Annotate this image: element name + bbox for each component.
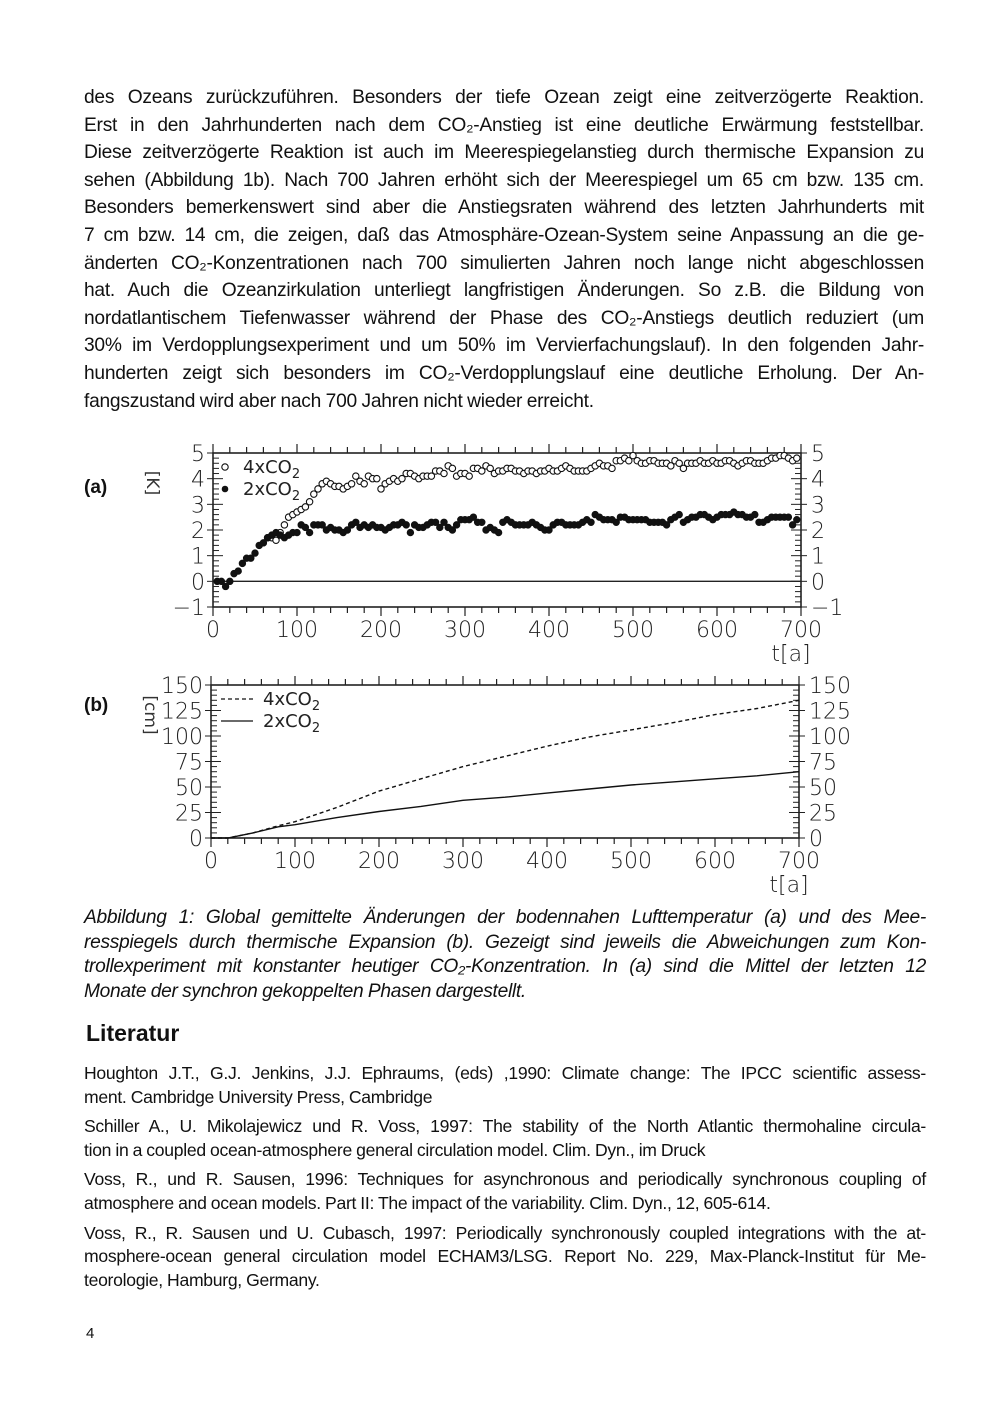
reference-line: teorologie, Hamburg, Germany.	[84, 1269, 320, 1290]
body-line: hunderten zeigt sich besonders im CO₂-Verdopplungslauf eine deutliche Erholung. Der An-	[84, 362, 924, 384]
reference-line: Schiller A., U. Mikolajewicz und R. Voss, 1997: The stability of the North Atlantic thermohaline circula-	[84, 1116, 926, 1137]
data-point-2xCO2	[479, 519, 486, 526]
data-point-2xCO2	[294, 529, 301, 536]
data-point-2xCO2	[588, 519, 595, 526]
data-point-4xCO2	[281, 522, 287, 528]
body-line: fangszustand wird aber nach 700 Jahren nicht wieder erreicht.	[84, 390, 594, 412]
y-tick-label-left: 75	[175, 750, 203, 776]
y-tick-label-left: 1	[191, 544, 205, 570]
body-line: Besonders bemerkenswert sind aber die Anstiegsraten während des letzten Jahrhunderts mit	[84, 197, 924, 219]
body-line: 30% im Verdopplungsexperiment und um 50% im Vervierfachungslauf). In den folgenden Jahr-	[84, 335, 924, 357]
body-line: nordatlantischem Tiefenwasser während der Phase des CO₂-Anstiegs deutlich reduziert (um	[84, 307, 924, 329]
legend-open-circle-icon	[222, 464, 228, 470]
data-point-2xCO2	[676, 511, 683, 518]
x-tick-label: 700	[778, 849, 820, 874]
reference-item	[84, 1115, 926, 1162]
page-number: 4	[86, 1325, 95, 1342]
reference-line: tion in a coupled ocean-atmosphere general circulation model. Clim. Dyn., im Druck	[84, 1139, 706, 1160]
data-point-2xCO2	[252, 550, 259, 557]
x-tick-label: 400	[526, 849, 568, 874]
x-tick-label: 500	[610, 849, 652, 874]
y-tick-label-left: 0	[189, 827, 203, 852]
y-tick-label-right: −1	[811, 596, 844, 621]
y-tick-label-right: 2	[811, 519, 825, 544]
y-tick-label-left: 0	[191, 570, 205, 596]
data-point-2xCO2	[235, 568, 242, 575]
body-line: änderten CO₂-Konzentrationen nach 700 simulierten Jahren noch lange nicht abgeschlossen	[84, 252, 924, 274]
y-tick-label-right: 25	[809, 801, 837, 827]
y-tick-label-right: 50	[809, 776, 837, 801]
x-tick-label: 400	[528, 618, 570, 643]
legend-filled-circle-icon	[222, 486, 229, 493]
y-tick-label-left: 2	[191, 519, 205, 544]
figure-plots	[0, 430, 1000, 900]
caption-line: trollexperiment mit konstanter heutiger CO₂-Konzentration. In (a) sind die Mittel der letzten 12	[84, 956, 926, 978]
data-point-4xCO2	[374, 475, 380, 481]
figure-1	[0, 430, 1000, 900]
caption-line: Monate der synchron gekoppelten Phasen dargestellt.	[84, 980, 526, 1002]
y-tick-label-right: 1	[811, 544, 825, 570]
panel-a-label: (a)	[84, 477, 108, 498]
x-tick-label: 600	[696, 618, 738, 643]
data-point-4xCO2	[794, 455, 800, 461]
data-point-2xCO2	[403, 522, 410, 529]
y-tick-label-left: −1	[172, 596, 205, 621]
x-tick-label: 100	[276, 618, 318, 643]
caption-line: resspiegels durch thermische Expansion (b). Gezeigt sind jeweils die Abweichungen zum Kon-	[84, 931, 926, 953]
y-tick-label-right: 100	[809, 725, 851, 750]
reference-item	[84, 1222, 926, 1293]
body-paragraph	[84, 84, 924, 415]
y-tick-label-left: 100	[161, 725, 203, 750]
reference-line: atmosphere and ocean models. Part II: The impact of the variability. Clim. Dyn., 12, 605-614.	[84, 1192, 771, 1213]
y-axis-label: [cm]	[140, 695, 160, 735]
reference-line: Voss, R., R. Sausen und U. Cubasch, 1997: Periodically synchronously coupled integrations with the at-	[84, 1222, 926, 1243]
x-tick-label: 300	[444, 618, 486, 643]
body-line: 7 cm bzw. 14 cm, die zeigen, daß das Atmosphäre-Ozean-System seine Anpassung an die ge-	[84, 224, 924, 246]
body-line: Diese zeitverzögerte Reaktion ist auch im Meerespiegelanstieg durch thermische Expansion zu	[84, 142, 924, 164]
x-tick-label: 300	[442, 849, 484, 874]
caption-line: Abbildung 1: Global gemittelte Änderungen der bodennahen Lufttemperatur (a) und des Mee-	[84, 907, 926, 928]
data-point-2xCO2	[227, 578, 234, 585]
y-tick-label-right: 0	[809, 827, 823, 852]
data-point-4xCO2	[441, 470, 447, 476]
y-tick-label-right: 0	[811, 570, 825, 596]
figure-caption	[84, 906, 926, 1004]
reference-line: Houghton J.T., G.J. Jenkins, J.J. Ephraums, (eds) ,1990: Climate change: The IPCC scientific assess-	[84, 1063, 926, 1083]
data-point-2xCO2	[794, 516, 801, 523]
data-point-2xCO2	[495, 529, 502, 536]
y-tick-label-left: 125	[161, 699, 203, 725]
reference-list	[84, 1062, 926, 1298]
reference-item	[84, 1062, 926, 1109]
y-tick-label-right: 125	[809, 699, 851, 725]
series-line-2xCO2	[211, 772, 799, 838]
y-tick-label-left: 150	[161, 674, 203, 699]
panel-b-label: (b)	[84, 695, 109, 716]
data-point-4xCO2	[348, 481, 354, 487]
y-tick-label-left: 50	[175, 776, 203, 801]
data-point-4xCO2	[609, 465, 615, 471]
reference-item	[84, 1168, 926, 1215]
y-tick-label-left: 25	[175, 801, 203, 827]
y-tick-label-right: 5	[811, 442, 825, 467]
y-tick-label-right: 150	[809, 674, 851, 699]
x-tick-label: 100	[274, 849, 316, 874]
data-point-4xCO2	[449, 465, 455, 471]
x-tick-label: 600	[694, 849, 736, 874]
legend-label-4xco2: 4xCO$_2$	[263, 689, 321, 714]
data-point-2xCO2	[306, 529, 313, 536]
y-tick-label-left: 4	[191, 467, 205, 493]
x-axis-label: t[a]	[771, 642, 811, 667]
reference-line: Voss, R., und R. Sausen, 1996: Techniques for asynchronous and periodically synchronous coupling of	[84, 1169, 926, 1190]
body-line: des Ozeans zurückzuführen. Besonders der tiefe Ozean zeigt eine zeitverzögerte Reaktion.	[84, 87, 924, 108]
data-point-2xCO2	[785, 514, 792, 521]
data-point-4xCO2	[466, 473, 472, 479]
y-tick-label-right: 3	[811, 493, 825, 519]
x-tick-label: 200	[360, 618, 402, 643]
legend-label-2xco2: 2xCO$_2$	[243, 479, 301, 504]
y-tick-label-left: 5	[191, 442, 205, 467]
reference-line: ment. Cambridge University Press, Cambridge	[84, 1086, 433, 1107]
data-point-2xCO2	[407, 529, 414, 536]
x-tick-label: 500	[612, 618, 654, 643]
y-tick-label-left: 3	[191, 493, 205, 519]
legend-label-2xco2: 2xCO$_2$	[263, 711, 321, 736]
y-axis-label: [K]	[142, 470, 162, 496]
data-point-4xCO2	[361, 481, 367, 487]
x-tick-label: 200	[358, 849, 400, 874]
x-axis-label: t[a]	[769, 873, 809, 898]
data-point-4xCO2	[306, 499, 312, 505]
y-tick-label-right: 4	[811, 467, 825, 493]
body-line: hat. Auch die Ozeanzirkulation unterliegt langfristigen Änderungen. So z.B. die Bildung von	[84, 280, 924, 302]
legend-label-4xco2: 4xCO$_2$	[243, 457, 301, 482]
y-tick-label-right: 75	[809, 750, 837, 776]
x-tick-label: 0	[206, 618, 220, 643]
body-line: Erst in den Jahrhunderten nach dem CO₂-Anstieg ist eine deutliche Erwärmung feststellbar.	[84, 114, 924, 136]
reference-line: mosphere-ocean general circulation model ECHAM3/LSG. Report No. 229, Max-Planck-Institut für Me-	[84, 1246, 926, 1267]
x-tick-label: 0	[204, 849, 218, 874]
section-heading-literatur: Literatur	[86, 1020, 180, 1046]
x-tick-label: 700	[780, 618, 822, 643]
data-point-2xCO2	[752, 511, 759, 518]
body-line: sehen (Abbildung 1b). Nach 700 Jahren erhöht sich der Meerespiegel um 65 cm bzw. 135 cm.	[84, 169, 924, 191]
